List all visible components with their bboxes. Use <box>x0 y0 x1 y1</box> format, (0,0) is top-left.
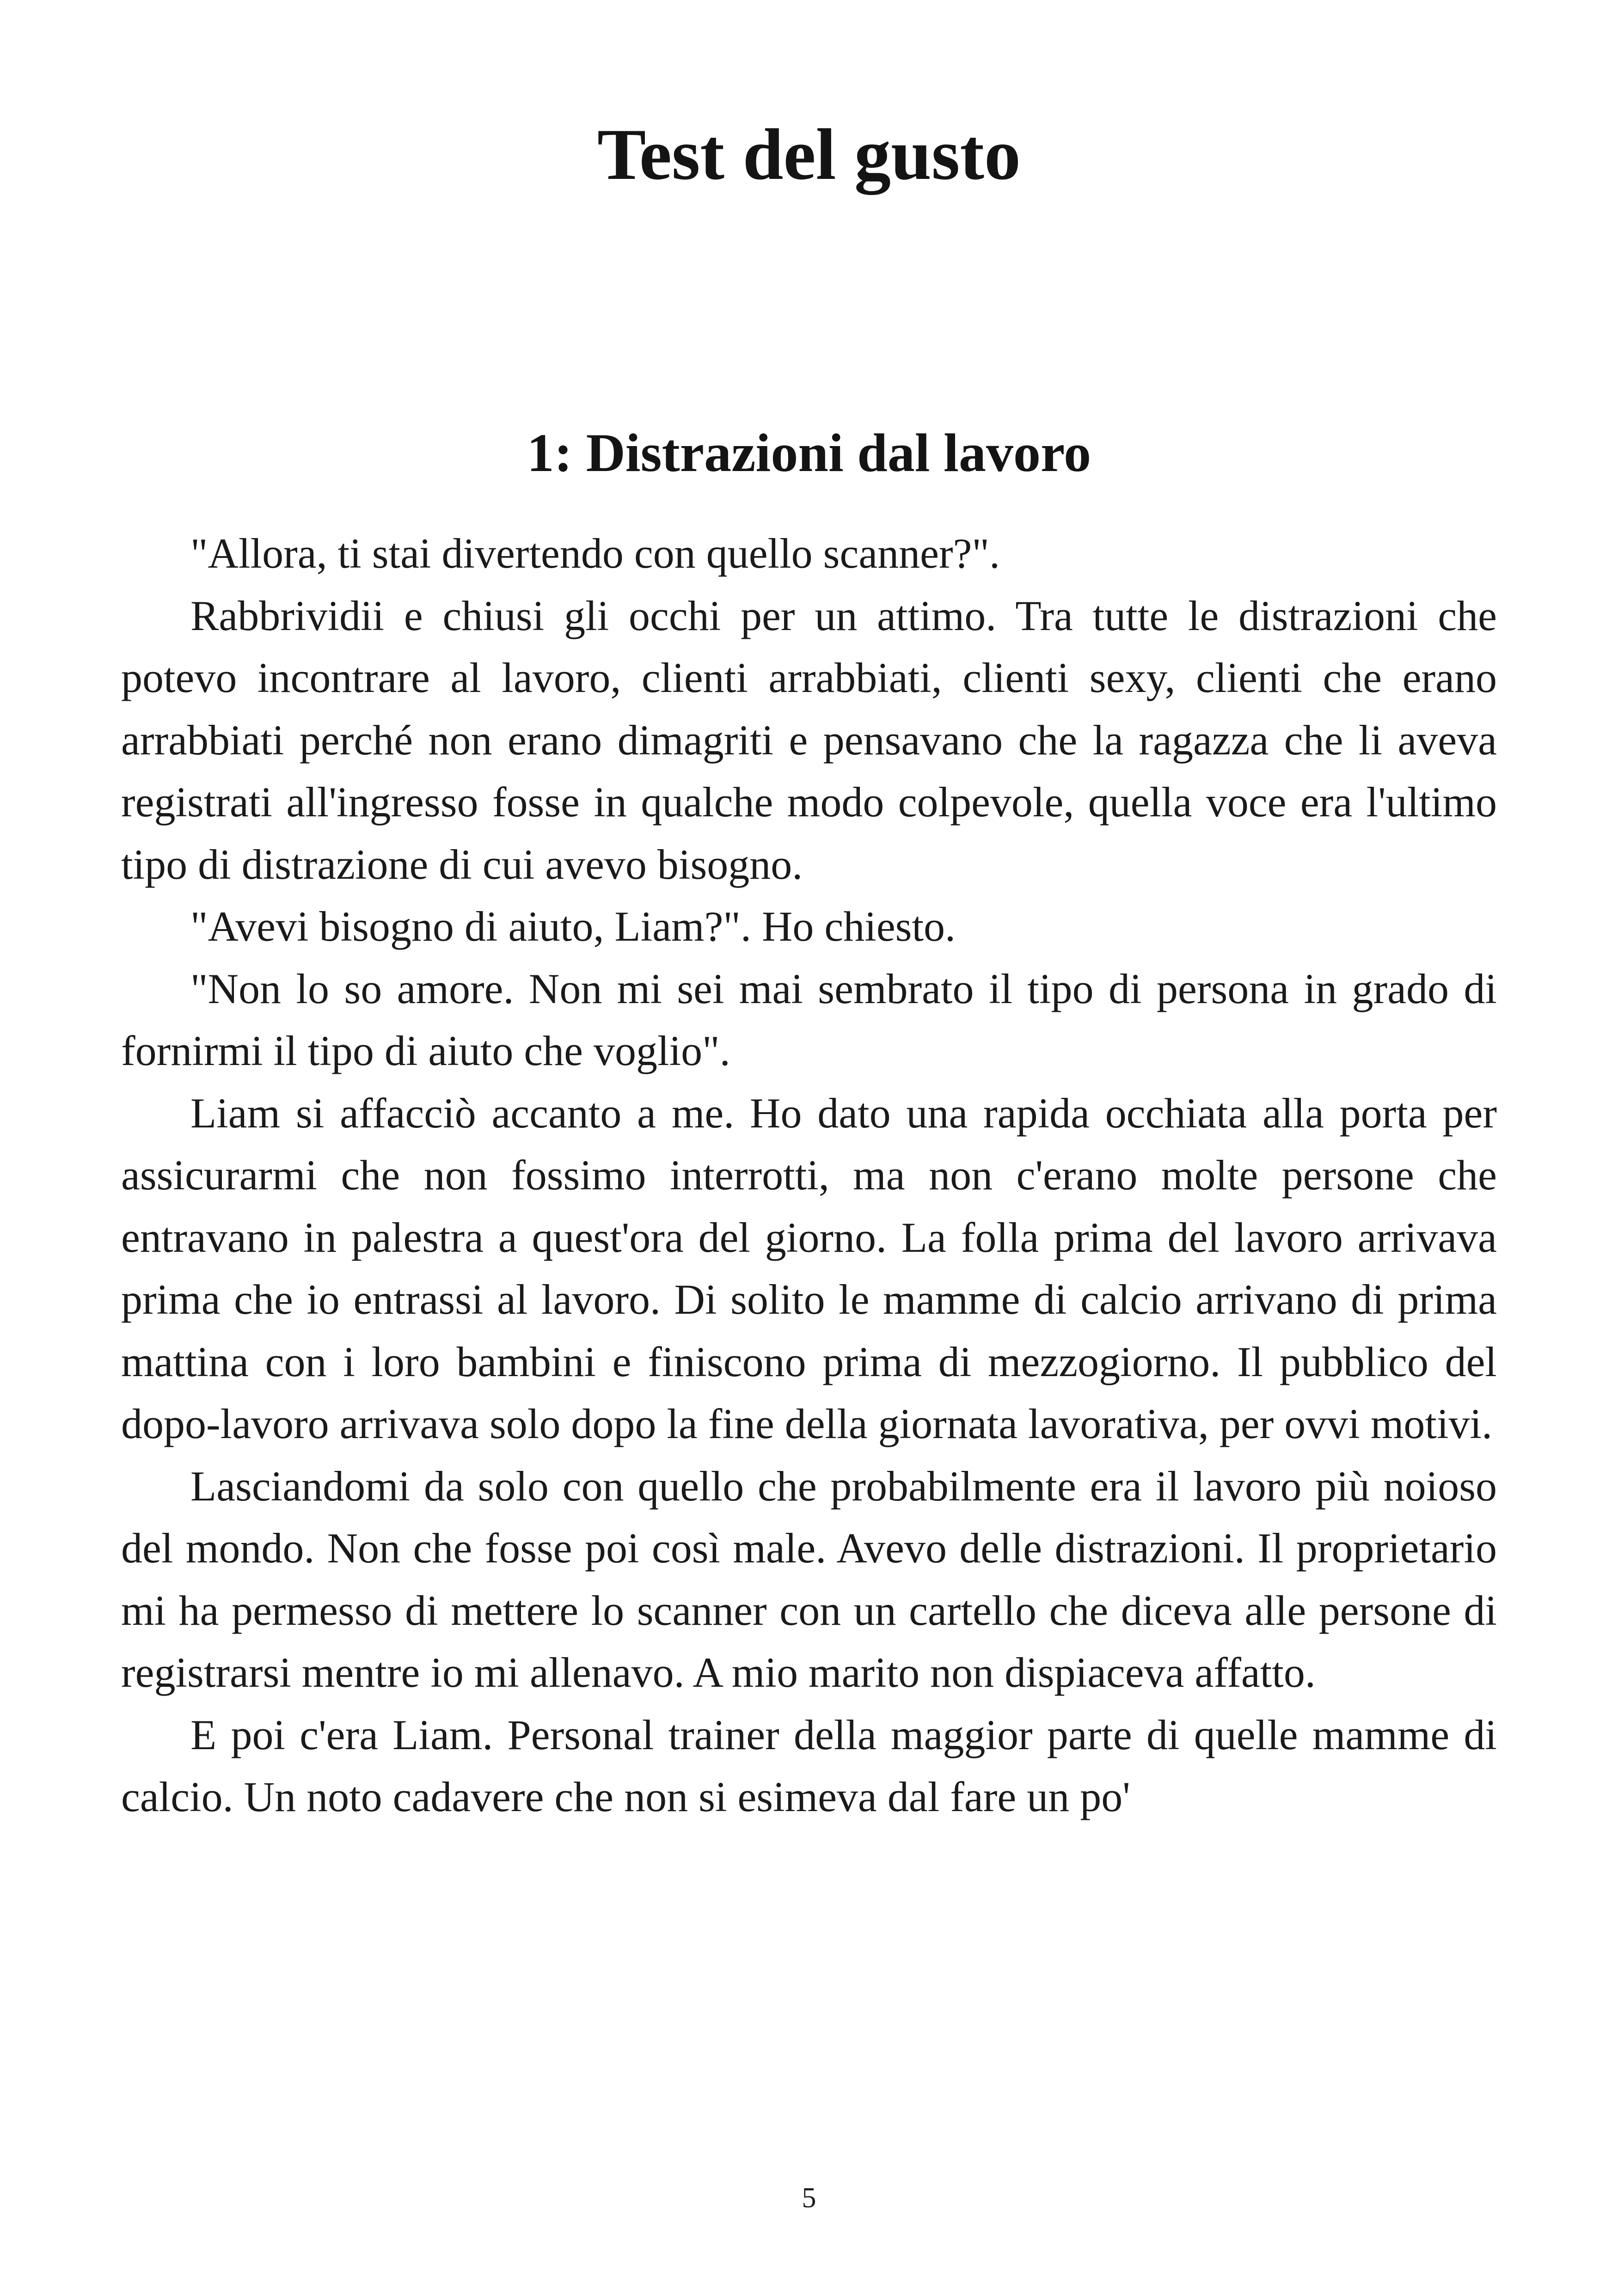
paragraph-6: Lasciandomi da solo con quello che probabilmente era il lavoro più noioso del mondo. Non che fosse poi così male. Avevo delle distrazioni. Il proprietario mi ha permesso di mettere lo scanner con un cartello che diceva alle persone di registrarsi mentre io mi allenavo. A mio marito non dispiaceva affatto. <box>121 1462 1497 1696</box>
paragraph-7: E poi c'era Liam. Personal trainer della maggior parte di quelle mamme di calcio. Un noto cadavere che non si esimeva dal fare un po' <box>121 1711 1497 1820</box>
book-title: Test del gusto <box>597 114 1021 195</box>
paragraph-4: "Non lo so amore. Non mi sei mai sembrato il tipo di persona in grado di fornirmi il tipo di aiuto che voglio". <box>121 965 1497 1074</box>
paragraph-5: Liam si affacciò accanto a me. Ho dato una rapida occhiata alla porta per assicurarmi che non fossimo interrotti, ma non c'erano molte persone che entravano in palestra a quest'ora del giorno. La folla prima del lavoro arrivava prima che io entrassi al lavoro. Di solito le mamme di calcio arrivano di prima mattina con i loro bambini e finiscono prima di mezzogiorno. Il pubblico del dopo-lavoro arrivava solo dopo la fine della giornata lavorativa, per ovvi motivi. <box>121 1089 1497 1447</box>
paragraph-3: "Avevi bisogno di aiuto, Liam?". Ho chiesto. <box>190 903 956 950</box>
paragraph-2: Rabbrividii e chiusi gli occhi per un attimo. Tra tutte le distrazioni che potevo incontrare al lavoro, clienti arrabbiati, clienti sexy, clienti che erano arrabbiati perché non erano dimagriti e pensavano che la ragazza che li aveva registrati all'ingresso fosse in qualche modo colpevole, quella voce era l'ultimo tipo di distrazione di cui avevo bisogno. <box>121 592 1497 888</box>
page-number: 5 <box>802 2182 816 2214</box>
paragraph-1: "Allora, ti stai divertendo con quello scanner?". <box>190 530 1000 577</box>
body-text <box>121 522 1497 1828</box>
chapter-title: 1: Distrazioni dal lavoro <box>527 422 1091 483</box>
